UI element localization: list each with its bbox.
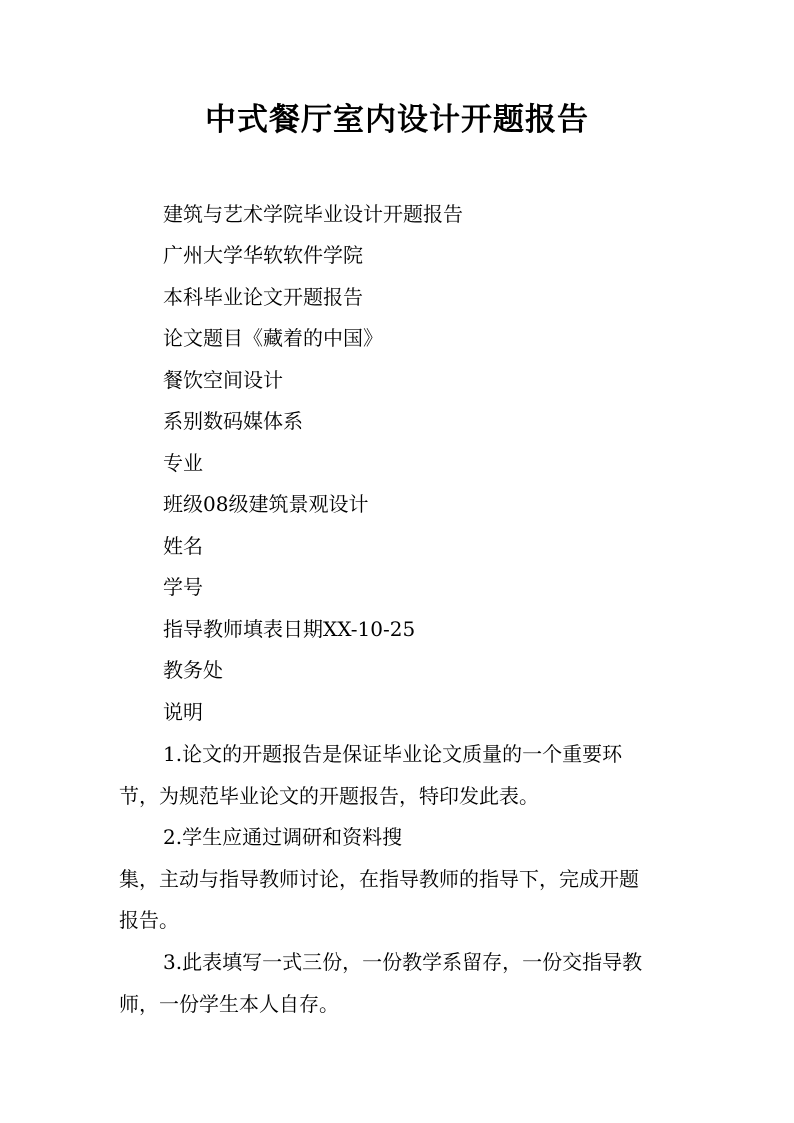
note-1-line-1: 1.论文的开题报告是保证毕业论文质量的一个重要环 <box>163 742 623 766</box>
note-3-line-2: 师，一份学生本人自存。 <box>119 992 339 1016</box>
student-id-line: 学号 <box>163 575 203 599</box>
notes-heading: 说明 <box>163 700 203 724</box>
note-3-line-1: 3.此表填写一式三份，一份教学系留存，一份交指导教 <box>163 950 643 974</box>
class-line: 班级08级建筑景观设计 <box>163 492 369 516</box>
header-line-university: 广州大学华软软件学院 <box>163 243 363 267</box>
thesis-subtitle-line: 餐饮空间设计 <box>163 368 283 392</box>
note-2-line-2: 集，主动与指导教师讨论，在指导教师的指导下，完成开题 <box>119 867 639 891</box>
note-2-line-1: 2.学生应通过调研和资料搜 <box>163 825 403 849</box>
major-line: 专业 <box>163 451 203 475</box>
document-title: 中式餐厅室内设计开题报告 <box>205 102 589 138</box>
header-line-report-type: 本科毕业论文开题报告 <box>163 285 363 309</box>
advisor-date-line: 指导教师填表日期XX-10-25 <box>163 617 416 641</box>
thesis-title-line: 论文题目《藏着的中国》 <box>163 326 383 350</box>
name-line: 姓名 <box>163 534 203 558</box>
header-line-college: 建筑与艺术学院毕业设计开题报告 <box>163 202 463 226</box>
academic-office-line: 教务处 <box>163 658 223 682</box>
note-2-line-3: 报告。 <box>119 908 179 932</box>
note-1-line-2: 节，为规范毕业论文的开题报告，特印发此表。 <box>119 784 539 808</box>
department-line: 系别数码媒体系 <box>163 409 303 433</box>
